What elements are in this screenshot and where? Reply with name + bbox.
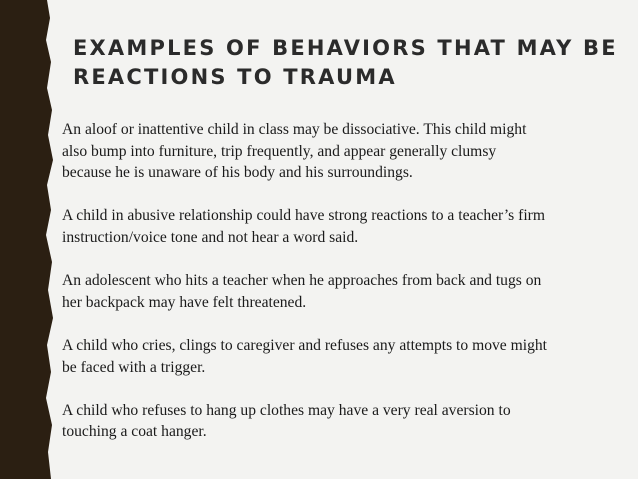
paragraph-line: An aloof or inattentive child in class may be dissociative. This child might	[62, 121, 527, 138]
paragraph-line: An adolescent who hits a teacher when he approaches from back and tugs on	[62, 272, 542, 290]
paragraph-line: instruction/voice tone and not hear a word said.	[62, 228, 359, 246]
paragraph-line: be faced with a trigger.	[62, 358, 206, 376]
paragraph-dissociative	[62, 119, 622, 184]
paragraph-line: because he is unaware of his body and his surroundings.	[62, 164, 413, 182]
left-decorative-bar	[0, 0, 41, 479]
paragraph-line: also bump into furniture, trip frequently, and appear generally clumsy	[62, 142, 497, 160]
paragraph-line: A child who refuses to hang up clothes may have a very real aversion to	[62, 401, 511, 419]
paragraph-line: A child who cries, clings to caregiver and refuses any attempts to move might	[62, 336, 548, 354]
paragraph-abusive-relationship	[62, 205, 622, 248]
paragraph-line: touching a coat hanger.	[62, 423, 207, 441]
slide-title	[73, 34, 618, 92]
paragraph-line: A child in abusive relationship could have strong reactions to a teacher’s firm	[62, 207, 545, 225]
paragraph-adolescent	[62, 270, 622, 313]
title-line-1: EXAMPLES OF BEHAVIORS THAT MAY BE	[73, 36, 618, 60]
slide-body	[62, 119, 622, 465]
paragraph-line: her backpack may have felt threatened.	[62, 293, 307, 311]
title-line-2: REACTIONS TO TRAUMA	[73, 65, 397, 89]
left-bar-rough-edge	[41, 0, 59, 479]
paragraph-trigger	[62, 335, 622, 378]
paragraph-coat-hanger	[62, 400, 622, 443]
